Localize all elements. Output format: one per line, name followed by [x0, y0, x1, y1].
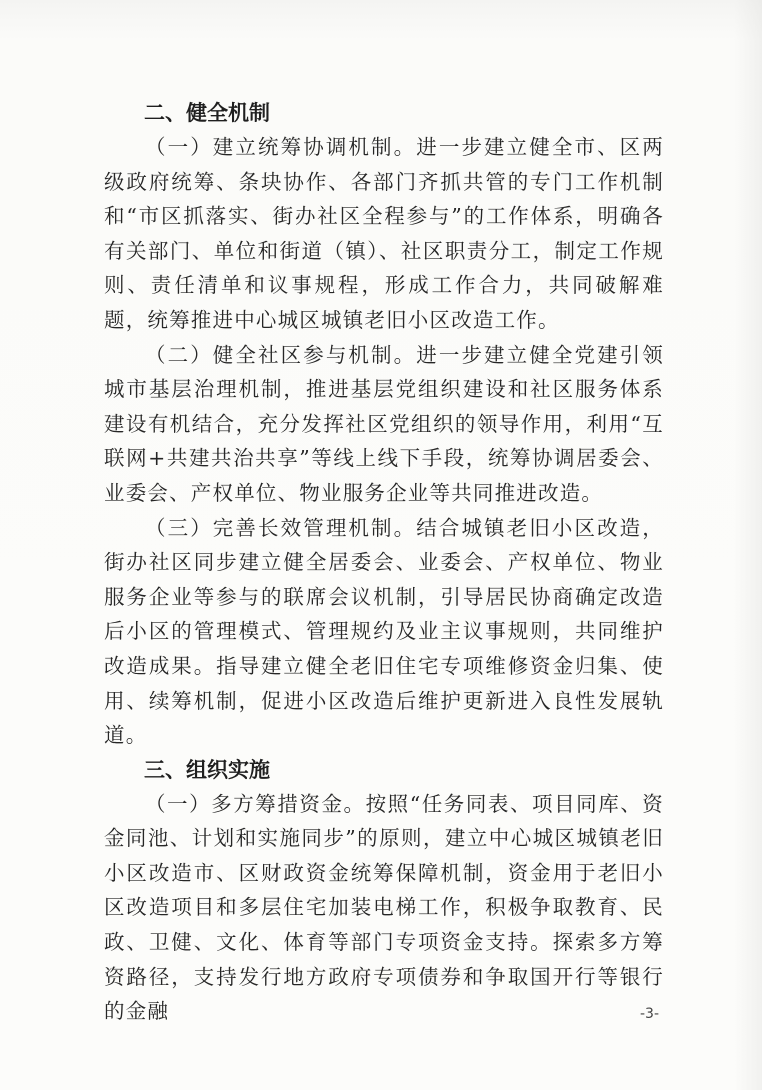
paragraph-community-participation — [104, 338, 664, 511]
paragraph-text: 按照“任务同表、项目同库、资金同池、计划和实施同步”的原则，建立中心城区城镇老旧小区改造市、区财政资金统筹保障机制，资金用于老旧小区改造项目和多层住宅加装电梯工作，积极争取教育、民政、卫健、文化、体育等部门专项资金支持。探索多方筹资路径，支持发行地方政府专项债券和争取国开行等银行的金融 — [104, 791, 665, 1024]
paragraph-lead: （一）多方筹措资金。 — [145, 791, 366, 816]
document-body — [104, 96, 664, 1029]
paragraph-text: 进一步建立健全党建引领城市基层治理机制，推进基层党组织建设和社区服务体系建设有机结合，充分发挥社区党组织的领导作用，利用“互联网+共建共治共享”等线上线下手段，统筹协调居委会、业委会、产权单位、物业服务企业等共同推进改造。 — [104, 342, 664, 505]
paragraph-text: 进一步建立健全市、区两级政府统筹、条块协作、各部门齐抓共管的专门工作机制和“市区抓落实、街办社区全程参与”的工作体系，明确各有关部门、单位和街道（镇）、社区职责分工，制定工作规则、责任清单和议事规程，形成工作合力，共同破解难题，统筹推进中心城区城镇老旧小区改造工作。 — [104, 135, 664, 332]
paragraph-long-term-management — [104, 511, 664, 753]
paragraph-text: 结合城镇老旧小区改造，街办社区同步建立健全居委会、业委会、产权单位、物业服务企业等参与的联席会议机制，引导居民协商确定改造后小区的管理模式、管理规约及业主议事规则，共同维护改造成果。指导建立健全老旧住宅专项维修资金归集、使用、续筹机制，促进小区改造后维护更新进入良性发展轨道。 — [104, 515, 664, 748]
scan-edge-shading — [734, 0, 762, 1090]
paragraph-lead: （一）建立统筹协调机制。 — [145, 135, 417, 159]
paragraph-lead: （二）健全社区参与机制。 — [145, 342, 417, 367]
paragraph-lead: （三）完善长效管理机制。 — [145, 515, 417, 540]
section-heading-mechanism: 二、健全机制 — [144, 101, 270, 125]
paragraph-coordination-mechanism — [104, 130, 664, 338]
page-number: -3- — [640, 1006, 660, 1022]
paragraph-funding — [104, 787, 664, 1029]
section-heading-implementation: 三、组织实施 — [144, 757, 270, 782]
